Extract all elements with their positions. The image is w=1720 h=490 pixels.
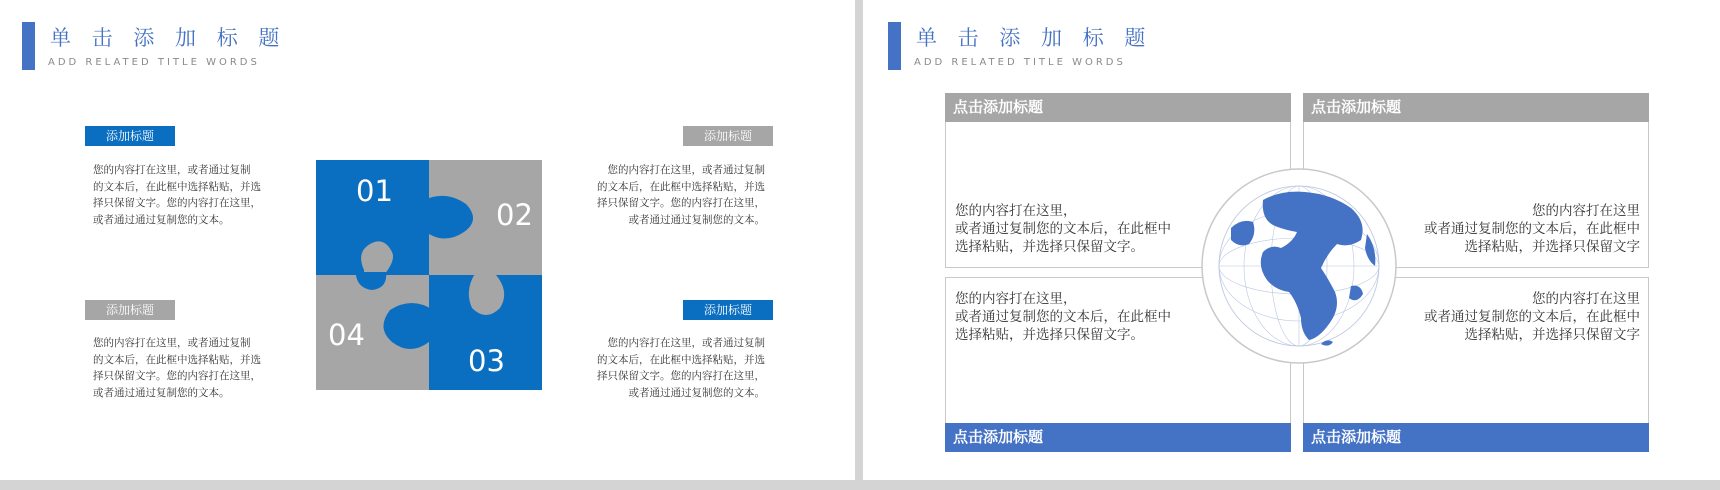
slide-puzzle bbox=[0, 0, 855, 480]
box-heading[interactable]: 点击添加标题 bbox=[945, 93, 1291, 122]
text-line: 您的内容打在这里，或者通过复制 bbox=[607, 164, 765, 176]
item-tag-bottom-left[interactable]: 添加标题 bbox=[85, 300, 175, 320]
box-text[interactable] bbox=[1424, 290, 1640, 344]
slide-title[interactable]: 单 击 添 加 标 题 bbox=[916, 26, 1153, 50]
text-line: 您的内容打在这里，或者通过复制 bbox=[93, 337, 251, 349]
box-heading[interactable]: 点击添加标题 bbox=[1303, 93, 1649, 122]
text-line: 择只保留文字。您的内容打在这里， bbox=[597, 370, 765, 382]
text-line: 择只保留文字。您的内容打在这里， bbox=[597, 197, 765, 209]
text-line: 的文本后，在此框中选择粘贴，并选 bbox=[597, 353, 765, 366]
puzzle-number-01: 01 bbox=[356, 174, 393, 208]
text-line: 您的内容打在这里， bbox=[955, 291, 1077, 307]
text-line: 或者通过复制您的文本后，在此框中 bbox=[955, 221, 1171, 237]
text-line: 或者通过通过复制您的文本。 bbox=[93, 213, 230, 226]
text-line: 您的内容打在这里，或者通过复制 bbox=[93, 164, 251, 176]
text-line: 的文本后，在此框中选择粘贴，并选 bbox=[597, 180, 765, 193]
item-text-bottom-left[interactable] bbox=[93, 335, 278, 401]
text-line: 或者通过通过复制您的文本。 bbox=[628, 386, 765, 399]
title-accent-bar bbox=[888, 22, 901, 70]
text-line: 或者通过通过复制您的文本。 bbox=[93, 386, 230, 399]
text-line: 或者通过复制您的文本后，在此框中 bbox=[955, 309, 1171, 325]
text-line: 择只保留文字。您的内容打在这里， bbox=[93, 370, 261, 382]
item-tag-top-right[interactable]: 添加标题 bbox=[683, 126, 773, 146]
text-line: 择只保留文字。您的内容打在这里， bbox=[93, 197, 261, 209]
puzzle-number-03: 03 bbox=[468, 344, 505, 378]
slide-globe bbox=[863, 0, 1720, 480]
text-line: 选择粘贴，并选择只保留文字。 bbox=[955, 239, 1144, 255]
globe-icon bbox=[1201, 168, 1397, 364]
text-line: 选择粘贴，并选择只保留文字 bbox=[1464, 327, 1640, 343]
puzzle-number-02: 02 bbox=[496, 198, 533, 232]
text-line: 或者通过通过复制您的文本。 bbox=[628, 213, 765, 226]
text-line: 的文本后，在此框中选择粘贴，并选 bbox=[93, 353, 261, 366]
text-line: 您的内容打在这里，或者通过复制 bbox=[607, 337, 765, 349]
box-text[interactable] bbox=[1424, 202, 1640, 256]
title-accent-bar bbox=[22, 22, 35, 70]
box-heading[interactable]: 点击添加标题 bbox=[1303, 423, 1649, 452]
item-text-top-left[interactable] bbox=[93, 162, 278, 228]
text-line: 选择粘贴，并选择只保留文字 bbox=[1464, 239, 1640, 255]
text-line: 您的内容打在这里， bbox=[955, 203, 1077, 219]
item-text-bottom-right[interactable] bbox=[580, 335, 765, 401]
item-tag-bottom-right[interactable]: 添加标题 bbox=[683, 300, 773, 320]
box-text[interactable] bbox=[955, 202, 1171, 256]
text-line: 或者通过复制您的文本后，在此框中 bbox=[1424, 309, 1640, 325]
box-heading[interactable]: 点击添加标题 bbox=[945, 423, 1291, 452]
slide-subtitle[interactable]: ADD RELATED TITLE WORDS bbox=[48, 57, 260, 68]
text-line: 或者通过复制您的文本后，在此框中 bbox=[1424, 221, 1640, 237]
text-line: 您的内容打在这里 bbox=[1532, 291, 1640, 307]
puzzle-icon bbox=[316, 160, 542, 390]
slide-subtitle[interactable]: ADD RELATED TITLE WORDS bbox=[914, 57, 1126, 68]
text-line: 的文本后，在此框中选择粘贴，并选 bbox=[93, 180, 261, 193]
puzzle-graphic bbox=[316, 160, 542, 390]
item-tag-top-left[interactable]: 添加标题 bbox=[85, 126, 175, 146]
puzzle-number-04: 04 bbox=[328, 318, 365, 352]
text-line: 您的内容打在这里 bbox=[1532, 203, 1640, 219]
item-text-top-right[interactable] bbox=[580, 162, 765, 228]
text-line: 选择粘贴，并选择只保留文字。 bbox=[955, 327, 1144, 343]
box-text[interactable] bbox=[955, 290, 1171, 344]
slide-title[interactable]: 单 击 添 加 标 题 bbox=[50, 26, 287, 50]
globe-graphic bbox=[1201, 168, 1397, 364]
